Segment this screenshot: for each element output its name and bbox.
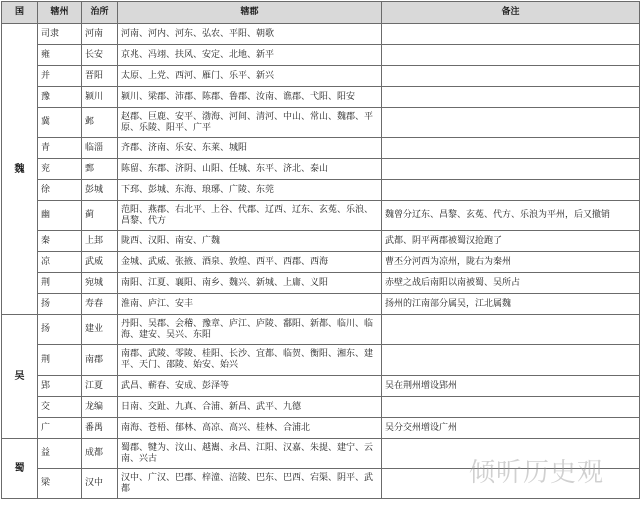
province-cell: 青 xyxy=(38,138,82,159)
province-cell: 幽 xyxy=(38,201,82,231)
province-cell: 交 xyxy=(38,397,82,418)
table-row xyxy=(2,397,640,418)
seat-cell: 晋阳 xyxy=(82,66,118,87)
remarks-cell: 曹丕分河西为凉州，陇右为秦州 xyxy=(382,252,640,273)
province-cell: 徐 xyxy=(38,180,82,201)
commanderies-cell: 丹阳、吴郡、会稽、豫章、庐江、庐陵、鄱阳、新都、临川、临海、建安、吴兴、东阳 xyxy=(118,315,382,345)
province-cell: 扬 xyxy=(38,315,82,345)
commanderies-cell: 范阳、燕郡、右北平、上谷、代郡、辽西、辽东、玄菟、乐浪、昌黎、代方 xyxy=(118,201,382,231)
commanderies-cell: 南阳、江夏、襄阳、南乡、魏兴、新城、上庸、义阳 xyxy=(118,273,382,294)
province-cell: 广 xyxy=(38,418,82,439)
commanderies-cell: 陇西、汉阳、南安、广魏 xyxy=(118,231,382,252)
commanderies-cell: 赵郡、巨鹿、安平、渤海、河间、清河、中山、常山、魏郡、平原、乐陵、阳平、广平 xyxy=(118,108,382,138)
state-cell: 蜀 xyxy=(2,439,38,499)
province-cell: 兖 xyxy=(38,159,82,180)
table-row xyxy=(2,345,640,376)
remarks-cell xyxy=(382,138,640,159)
remarks-cell xyxy=(382,469,640,499)
seat-cell: 颍川 xyxy=(82,87,118,108)
commanderies-cell: 颍川、梁郡、沛郡、陈郡、鲁郡、汝南、谯郡、弋阳、阳安 xyxy=(118,87,382,108)
table-row xyxy=(2,180,640,201)
seat-cell: 南郡 xyxy=(82,345,118,376)
remarks-cell xyxy=(382,180,640,201)
header-remarks: 备注 xyxy=(382,2,640,24)
table-row xyxy=(2,273,640,294)
province-cell: 郢 xyxy=(38,376,82,397)
seat-cell: 临淄 xyxy=(82,138,118,159)
header-row xyxy=(2,2,640,24)
table-row xyxy=(2,108,640,138)
province-cell: 荆 xyxy=(38,345,82,376)
remarks-cell xyxy=(382,439,640,469)
header-state: 国 xyxy=(2,2,38,24)
province-cell: 梁 xyxy=(38,469,82,499)
remarks-cell: 扬州的江南部分属吴，江北属魏 xyxy=(382,294,640,315)
commanderies-cell: 金城、武威、张掖、酒泉、敦煌、西平、西郡、西海 xyxy=(118,252,382,273)
commanderies-cell: 下邳、彭城、东海、琅琊、广陵、东莞 xyxy=(118,180,382,201)
province-cell: 冀 xyxy=(38,108,82,138)
commanderies-cell: 齐郡、济南、乐安、东莱、城阳 xyxy=(118,138,382,159)
seat-cell: 番禺 xyxy=(82,418,118,439)
remarks-cell xyxy=(382,66,640,87)
table-row xyxy=(2,294,640,315)
table-row xyxy=(2,418,640,439)
header-province: 辖州 xyxy=(38,2,82,24)
remarks-cell xyxy=(382,345,640,376)
seat-cell: 寿春 xyxy=(82,294,118,315)
remarks-cell: 武都、阴平两郡被蜀汉抢跑了 xyxy=(382,231,640,252)
commanderies-cell: 武昌、蕲春、安成、彭泽等 xyxy=(118,376,382,397)
watermark: 倾听历史观 xyxy=(468,458,604,488)
province-cell: 扬 xyxy=(38,294,82,315)
province-cell: 雍 xyxy=(38,45,82,66)
province-cell: 秦 xyxy=(38,231,82,252)
seat-cell: 建业 xyxy=(82,315,118,345)
table-row xyxy=(2,252,640,273)
seat-cell: 彭城 xyxy=(82,180,118,201)
commanderies-cell: 太原、上党、西河、雁门、乐平、新兴 xyxy=(118,66,382,87)
seat-cell: 武威 xyxy=(82,252,118,273)
seat-cell: 蓟 xyxy=(82,201,118,231)
state-cell: 吴 xyxy=(2,315,38,439)
remarks-cell xyxy=(382,159,640,180)
commanderies-cell: 蜀郡、犍为、汶山、越巂、永昌、江阳、汉嘉、朱提、建宁、云南、兴古 xyxy=(118,439,382,469)
table-row xyxy=(2,138,640,159)
commanderies-cell: 河南、河内、河东、弘农、平阳、朝歌 xyxy=(118,24,382,45)
seat-cell: 邺 xyxy=(82,108,118,138)
header-commanderies: 辖郡 xyxy=(118,2,382,24)
province-table xyxy=(1,1,640,499)
table-row xyxy=(2,45,640,66)
seat-cell: 长安 xyxy=(82,45,118,66)
commanderies-cell: 南海、苍梧、郁林、高凉、高兴、桂林、合浦北 xyxy=(118,418,382,439)
remarks-cell xyxy=(382,315,640,345)
header-seat: 治所 xyxy=(82,2,118,24)
seat-cell: 江夏 xyxy=(82,376,118,397)
table-row xyxy=(2,87,640,108)
province-cell: 并 xyxy=(38,66,82,87)
remarks-cell: 赤壁之战后南阳以南被蜀、吴所占 xyxy=(382,273,640,294)
table-row xyxy=(2,315,640,345)
commanderies-cell: 京兆、冯翊、扶风、安定、北地、新平 xyxy=(118,45,382,66)
table-row xyxy=(2,66,640,87)
remarks-cell xyxy=(382,45,640,66)
remarks-cell: 吴在荆州增设郢州 xyxy=(382,376,640,397)
table-row xyxy=(2,159,640,180)
seat-cell: 鄄 xyxy=(82,159,118,180)
table-row xyxy=(2,201,640,231)
commanderies-cell: 日南、交趾、九真、合浦、新昌、武平、九德 xyxy=(118,397,382,418)
remarks-cell: 魏曾分辽东、昌黎、玄菟、代方、乐浪为平州，后又撤销 xyxy=(382,201,640,231)
remarks-cell xyxy=(382,397,640,418)
commanderies-cell: 淮南、庐江、安丰 xyxy=(118,294,382,315)
table-row xyxy=(2,469,640,499)
commanderies-cell: 南郡、武陵、零陵、桂阳、长沙、宜都、临贺、衡阳、湘东、建平、天门、邵陵、始安、始兴 xyxy=(118,345,382,376)
remarks-cell xyxy=(382,108,640,138)
commanderies-cell: 汉中、广汉、巴郡、梓潼、涪陵、巴东、巴西、宕渠、阴平、武都 xyxy=(118,469,382,499)
remarks-cell xyxy=(382,87,640,108)
province-cell: 凉 xyxy=(38,252,82,273)
table-body xyxy=(2,24,640,499)
province-cell: 司隶 xyxy=(38,24,82,45)
table-row xyxy=(2,24,640,45)
province-cell: 益 xyxy=(38,439,82,469)
table-row xyxy=(2,231,640,252)
table-row xyxy=(2,376,640,397)
seat-cell: 龙编 xyxy=(82,397,118,418)
table-row xyxy=(2,439,640,469)
seat-cell: 汉中 xyxy=(82,469,118,499)
seat-cell: 河南 xyxy=(82,24,118,45)
remarks-cell: 吴分交州增设广州 xyxy=(382,418,640,439)
seat-cell: 宛城 xyxy=(82,273,118,294)
seat-cell: 上邽 xyxy=(82,231,118,252)
province-cell: 荆 xyxy=(38,273,82,294)
commanderies-cell: 陈留、东郡、济阴、山阳、任城、东平、济北、泰山 xyxy=(118,159,382,180)
province-cell: 豫 xyxy=(38,87,82,108)
state-cell: 魏 xyxy=(2,24,38,315)
remarks-cell xyxy=(382,24,640,45)
seat-cell: 成都 xyxy=(82,439,118,469)
